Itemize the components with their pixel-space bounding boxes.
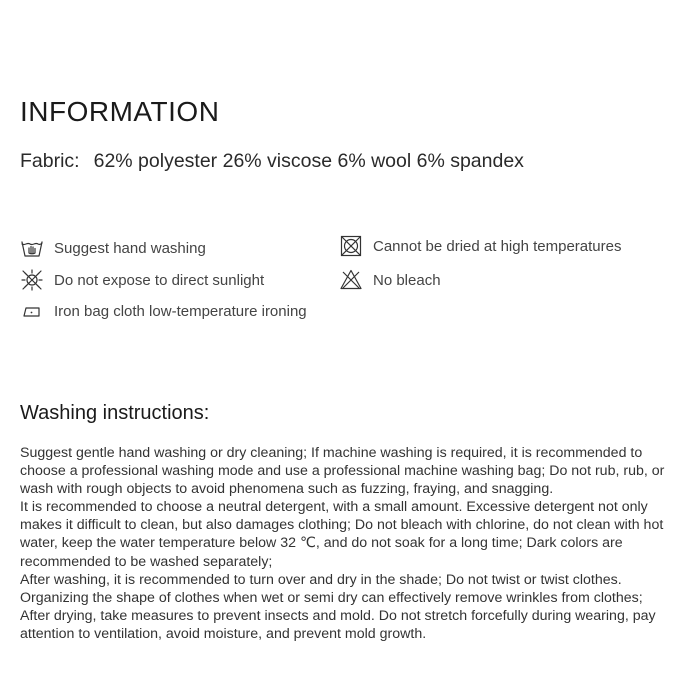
washing-paragraph: Suggest gentle hand washing or dry cleaning; If machine washing is required, it is recommended to choose a professional washing mode and use a professional machine washing bag; Do not rub, rub, or wash with rough objects to avoid phenomena such as fuzzing, fraying, and snagging. [20,445,665,498]
iron-low-icon [20,299,44,323]
no-bleach-icon [339,268,363,292]
fabric-label: Fabric: [20,150,80,172]
fabric-value: 62% polyester 26% viscose 6% wool 6% spandex [93,150,524,172]
care-label-no-sun: Do not expose to direct sunlight [54,271,265,289]
washing-paragraph: It is recommended to choose a neutral detergent, with a small amount. Excessive detergent not only makes it difficult to clean, but also damages clothing; Do not bleach with chlorine, do not clean with hot water, keep the water temperature below 32 ℃, and do not soak for a long time; Dark colors are recommended to be washed separately; [20,499,664,570]
washing-instructions-body [20,444,670,643]
no-sun-icon [20,268,44,292]
washing-instructions-title: Washing instructions: [20,402,210,424]
page-title: INFORMATION [20,96,220,127]
care-item-no-sun [20,268,264,292]
care-label-hand-wash: Suggest hand washing [54,239,206,257]
care-item-hand-wash [20,236,206,260]
washing-paragraph: After washing, it is recommended to turn over and dry in the shade; Do not twist or twist clothes. Organizing the shape of clothes when wet or semi dry can effectively remove wrinkles from clothes; [20,571,643,606]
no-tumble-dry-icon [339,234,363,258]
care-label-iron: Iron bag cloth low-temperature ironing [54,302,307,320]
care-label-no-bleach: No bleach [373,271,441,289]
washing-paragraph: After drying, take measures to prevent insects and mold. Do not stretch forcefully during wearing, pay attention to ventilation, avoid moisture, and prevent mold growth. [20,607,656,642]
care-item-iron [20,299,307,323]
fabric-composition [20,150,524,173]
care-item-no-bleach [339,268,441,292]
care-item-no-tumble-dry [339,234,622,258]
hand-wash-icon [20,236,44,260]
care-label-no-tumble-dry: Cannot be dried at high temperatures [373,237,622,255]
